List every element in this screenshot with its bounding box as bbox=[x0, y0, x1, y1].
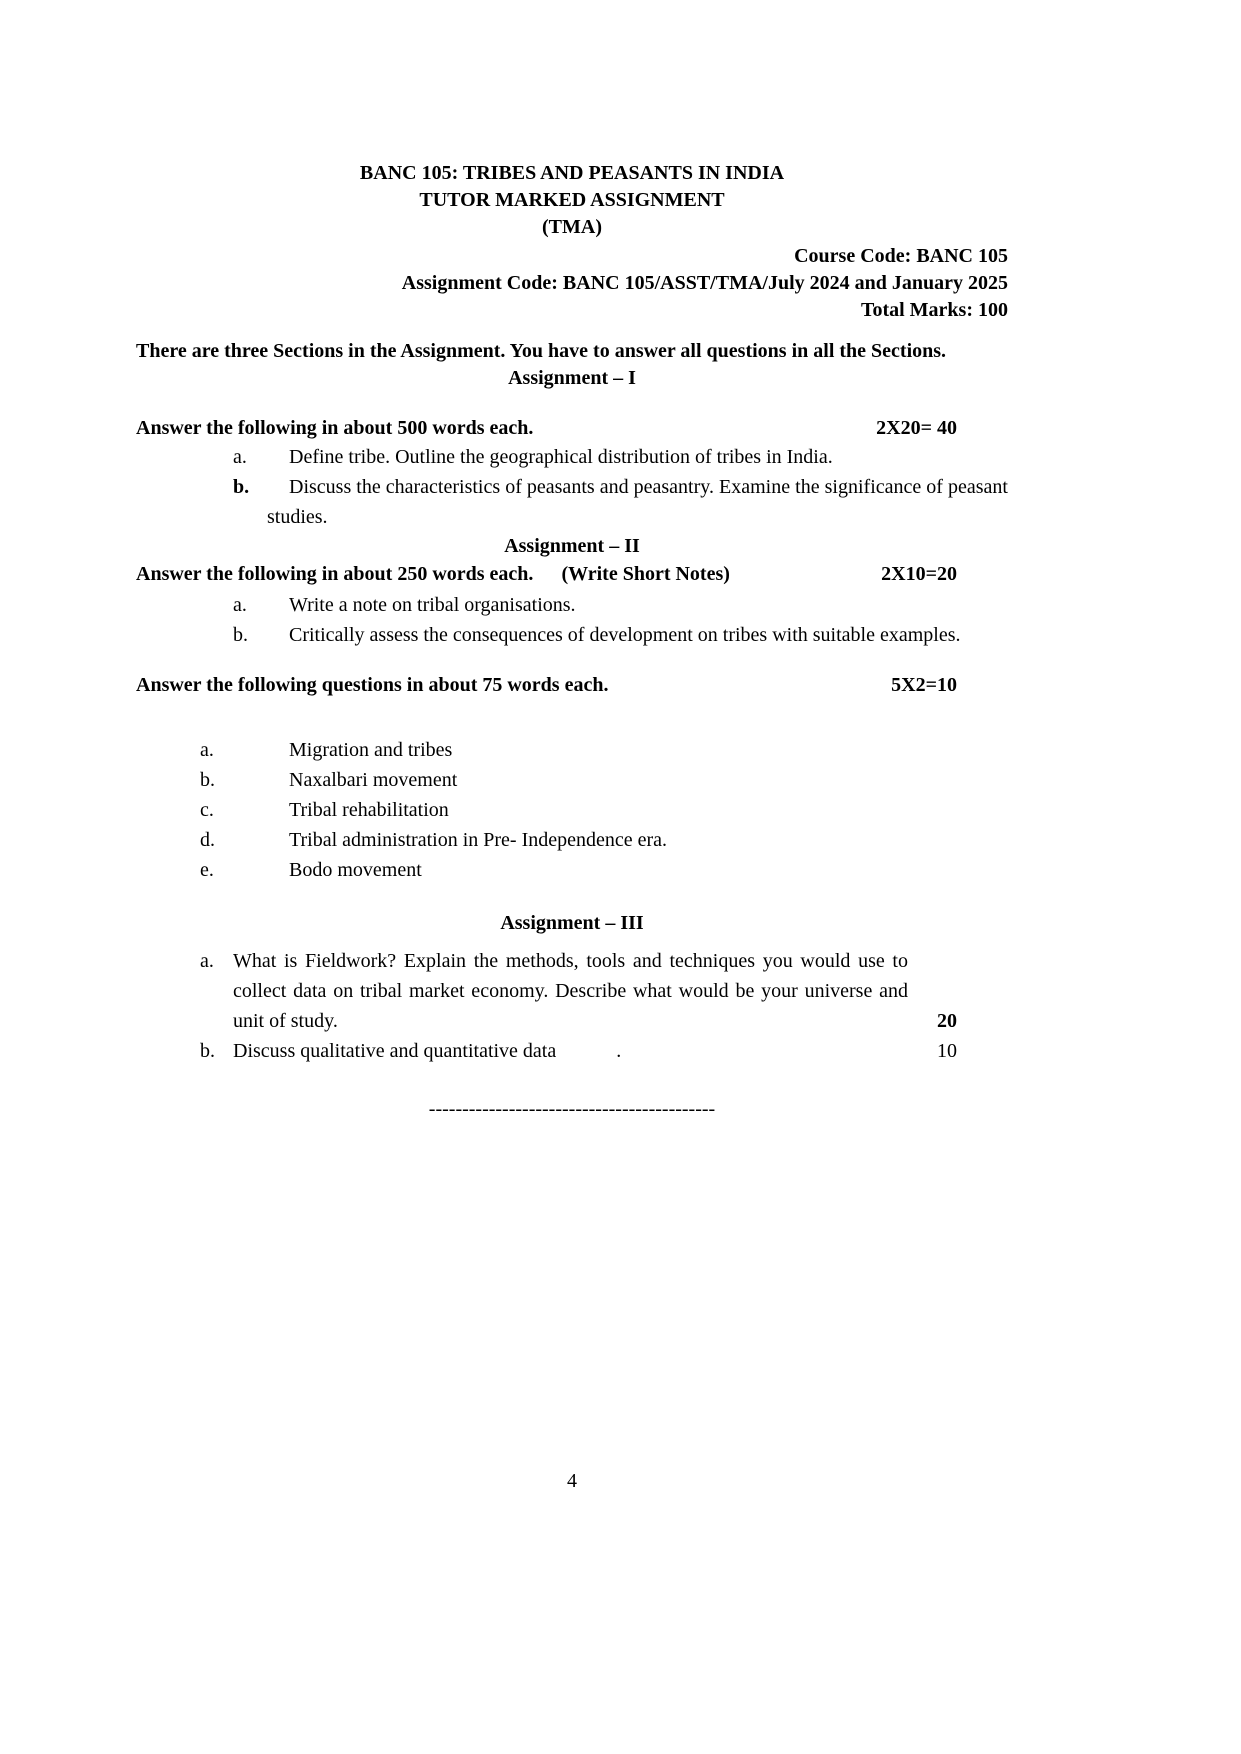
item-label: a. bbox=[233, 446, 247, 468]
codes-block bbox=[136, 243, 1008, 324]
item-label: a. bbox=[200, 739, 214, 761]
course-code: Course Code: BANC 105 bbox=[794, 245, 1008, 267]
list-item bbox=[136, 1036, 1008, 1066]
list-item bbox=[136, 795, 1008, 825]
assignment2-instruction-text: Answer the following in about 250 words each. bbox=[136, 563, 534, 585]
assignment2-heading: Assignment – II bbox=[504, 535, 640, 557]
title-line-1: BANC 105: TRIBES AND PEASANTS IN INDIA bbox=[359, 162, 785, 184]
assignment2-instruction-note: (Write Short Notes) bbox=[561, 563, 730, 585]
assignment1-instruction bbox=[136, 415, 533, 442]
item-text: Define tribe. Outline the geographical distribution of tribes in India. bbox=[289, 446, 833, 468]
item-text: Naxalbari movement bbox=[289, 769, 458, 791]
item-label: e. bbox=[200, 859, 214, 881]
item-text: Tribal administration in Pre- Independence era. bbox=[289, 829, 668, 851]
short-notes-list bbox=[136, 735, 1008, 885]
assignment3-items bbox=[136, 946, 1008, 1066]
list-item bbox=[136, 765, 1008, 795]
list-item bbox=[136, 855, 1008, 885]
document-title-block bbox=[136, 160, 1008, 241]
assignment1-instruction-text: Answer the following in about 500 words each. bbox=[136, 417, 534, 439]
item-label: a. bbox=[200, 950, 214, 972]
item-text: Tribal rehabilitation bbox=[289, 799, 449, 821]
item-label: b. bbox=[200, 769, 215, 791]
total-marks: Total Marks: 100 bbox=[860, 299, 1008, 321]
item-text: Bodo movement bbox=[289, 859, 422, 881]
page-number: 4 bbox=[567, 1470, 577, 1492]
item-marks: 20 bbox=[937, 1010, 957, 1032]
list-item bbox=[136, 946, 1008, 1036]
item-label: b. bbox=[200, 1040, 215, 1062]
item-text: What is Fieldwork? Explain the methods, tools and techniques you would use to collect data on tribal market economy. Describe what would be your universe and unit of study. bbox=[233, 950, 908, 1032]
intro-paragraph: There are three Sections in the Assignment. You have to answer all questions in all the Sections. bbox=[136, 340, 947, 362]
separator-line: ------------------------------------------- bbox=[428, 1098, 716, 1120]
item-label: c. bbox=[200, 799, 214, 821]
item-marks: 10 bbox=[937, 1040, 957, 1062]
short-notes-instruction-text: Answer the following questions in about 75 words each. bbox=[136, 674, 609, 696]
item-label: b. bbox=[233, 624, 248, 646]
assignment2-instruction-row bbox=[136, 561, 1008, 588]
list-item bbox=[136, 735, 1008, 765]
item-text: Discuss the characteristics of peasants and peasantry. Examine the significance of peasant studies. bbox=[267, 476, 1008, 528]
item-label: b. bbox=[233, 476, 250, 498]
assignment-code: Assignment Code: BANC 105/ASST/TMA/July 2024 and January 2025 bbox=[401, 272, 1008, 294]
list-item bbox=[136, 442, 1008, 472]
assignment1-marks: 2X20= 40 bbox=[876, 417, 957, 439]
short-notes-instruction-row bbox=[136, 672, 1008, 699]
assignment1-instruction-row bbox=[136, 415, 1008, 442]
item-text: Critically assess the consequences of development on tribes with suitable examples. bbox=[289, 624, 961, 646]
short-notes-marks: 5X2=10 bbox=[891, 674, 957, 696]
item-label: d. bbox=[200, 829, 215, 851]
title-line-2: TUTOR MARKED ASSIGNMENT bbox=[419, 189, 725, 211]
assignment2-items bbox=[136, 590, 1008, 650]
assignment2-marks: 2X10=20 bbox=[881, 563, 957, 585]
item-label: a. bbox=[233, 594, 247, 616]
assignment1-items bbox=[136, 442, 1008, 532]
item-text: Write a note on tribal organisations. bbox=[289, 594, 576, 616]
list-item bbox=[136, 472, 1008, 532]
assignment2-instruction bbox=[136, 561, 730, 588]
assignment3-heading: Assignment – III bbox=[500, 912, 644, 934]
list-item bbox=[136, 825, 1008, 855]
item-text: Migration and tribes bbox=[289, 739, 453, 761]
list-item bbox=[136, 620, 1008, 650]
document-content bbox=[136, 160, 1008, 1124]
item-text: Discuss qualitative and quantitative data . bbox=[233, 1040, 622, 1062]
assignment1-heading: Assignment – I bbox=[508, 367, 636, 389]
title-line-3: (TMA) bbox=[542, 216, 602, 238]
short-notes-instruction bbox=[136, 672, 608, 699]
list-item bbox=[136, 590, 1008, 620]
